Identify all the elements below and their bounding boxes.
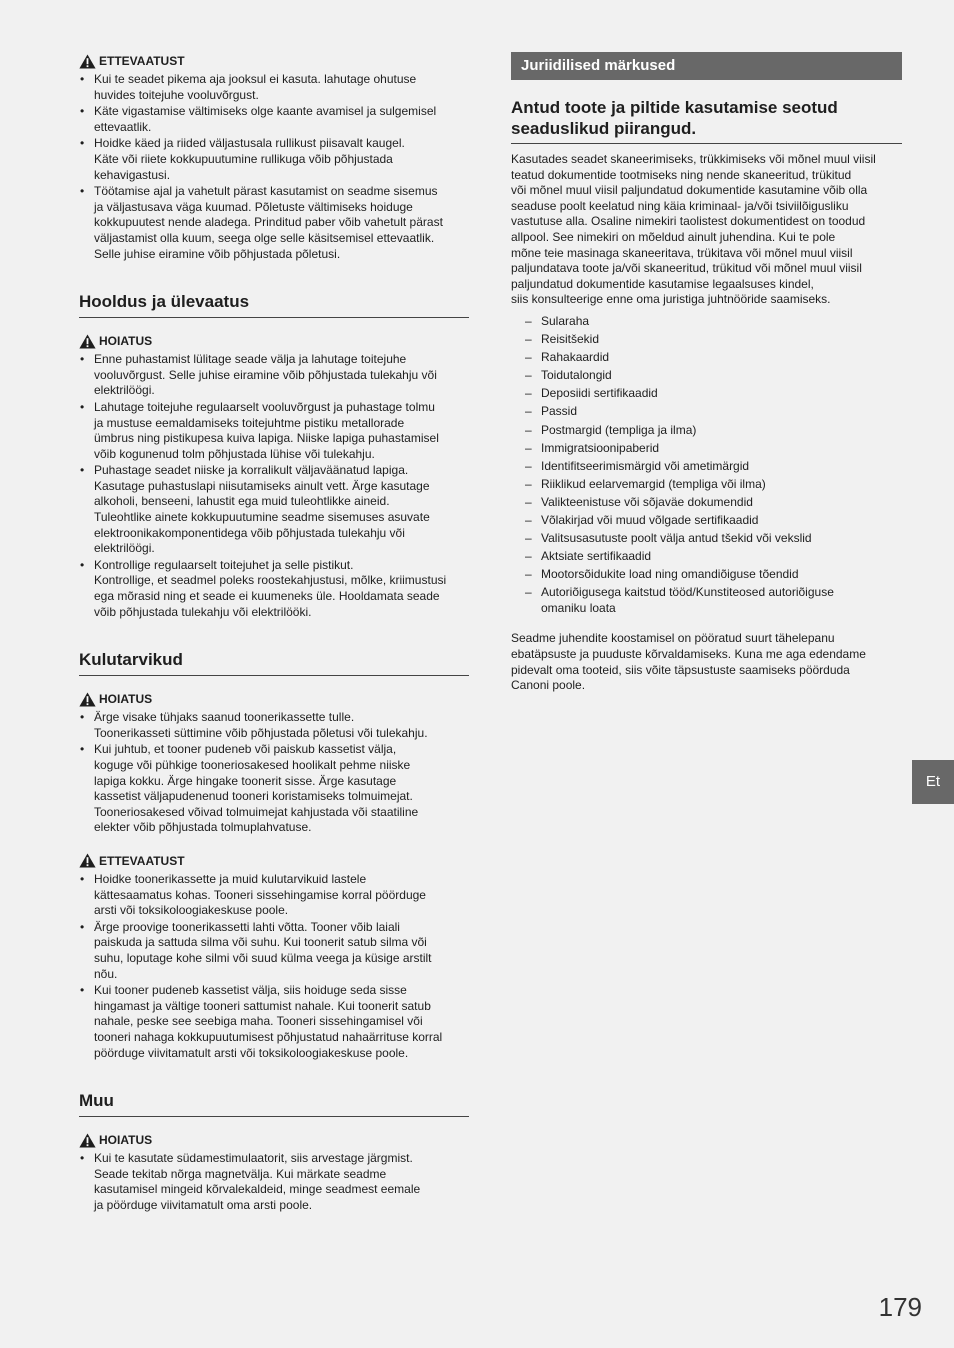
left-column [79,52,469,1214]
list-item [79,742,469,836]
list-item [79,104,469,135]
text-line: Antud toote ja piltide kasutamise seotud [511,98,838,117]
list-item [511,567,902,583]
text-line: elekter võib põhjustada tolmuplahvatuse. [94,820,312,835]
text-line: võib kogunenud tolm põhjustada lühise või tulekahju. [94,446,375,461]
warning-box [79,1131,469,1213]
text-line: suhu, loputage kohe silmi või suud külma veega ja küsige arstilt [94,950,432,965]
text-line: Canoni poole. [511,678,586,693]
text-line: Toonerikasseti süttimine võib põhjustada põletusi või tulekahju. [94,725,428,740]
text-line: – Toidutalongid [541,368,612,383]
warning-triangle-icon [79,334,96,349]
list-item [511,404,902,420]
text-line: • Kui juhtub, et tooner pudeneb või paiskub kassetist välja, [94,742,397,757]
text-line: • Käte vigastamise vältimiseks olge kaante avamisel ja sulgemisel [94,104,437,119]
text-line: elektrilöögi. [94,383,155,398]
list-item [511,531,902,547]
warning-list [79,872,469,1061]
document-list [511,314,902,616]
warning-box [79,852,469,1061]
list-item [79,352,469,399]
text-line: lapiga kokku. Ärge hingake toonerit sisse. Ärge kasutage [94,773,397,788]
text-line: • Puhastage seadet niiske ja korralikult väljaväänatud lapiga. [94,463,409,478]
legal-intro [511,152,902,308]
warning-list [79,352,469,620]
page-number: 179 [878,1292,922,1322]
warning-triangle-icon [79,692,96,707]
text-line: paljundatud dokumentide kasutamise legaalsuses kindel, [511,276,814,291]
text-line: kättesaamatus kohas. Tooneri sissehingamise korral pöörduge [94,887,426,902]
text-line: koguge või pühkige tooneriosakesed hoolikalt pehme niiske [94,758,411,772]
text-line: – Identifitseerimismärgid või ametimärgid [541,458,750,473]
section-heading: Hooldus ja ülevaatus [79,292,469,318]
section-hooldus [79,292,469,620]
text-line: omaniku loata [541,600,616,615]
text-line: • Lahutage toitejuhe regulaarselt vooluvõrgust ja puhastage tolmu [94,399,435,414]
language-tab[interactable]: Et [912,760,954,804]
list-item [511,477,902,493]
text-line: ebatäpsuste ja puuduste kõrvaldamiseks. Kuna me aga edendame [511,646,866,661]
top-warning [79,52,469,262]
text-line: huvides toitejuhe vooluvõrgust. [94,87,259,102]
warning-title: ETTEVAATUST [99,853,185,868]
text-line: – Rahakaardid [541,350,610,365]
list-item [511,332,902,348]
text-line: – Reisitšekid [541,332,600,347]
list-item [79,184,469,262]
text-line: elektroonikakomponentidega võib põhjustada tulekahju või [94,525,405,540]
warning-triangle-icon [79,1133,96,1148]
text-line: vooluvõrgust. Selle juhise eiramine võib põhjustada tulekahju või [94,367,437,382]
text-line: – Passid [541,404,578,419]
text-line: Käte või riiete kokkupuutumine rullikuga võib põhjustada [94,151,393,166]
text-line: võib põhjustada tulekahju või elektrilööki. [94,604,312,619]
text-line: Selle juhise eiramine võib põhjustada põletusi. [94,246,341,261]
text-line: • Hoidke käed ja riided väljastusala rullikust piisavalt kaugel. [94,136,405,151]
text-line: või mõnel muul viisil paljundatud dokumentide kasutamine võib olla [511,183,868,198]
list-item [79,872,469,919]
text-line: ja väljastusava väga kuumad. Põletuste vältimiseks hoiduge [94,199,413,214]
text-line: arsti või toksikoloogiakeskuse poole. [94,903,289,918]
list-item [511,423,902,439]
text-line: mõne teie masinaga skaneeritava, trükitava või mõnel muul viisil [511,245,853,260]
text-line: kassetist väljapudenenud tooneri koristamiseks tolmuimejat. [94,789,413,804]
text-line: teatud dokumentide tootmiseks ning nende skaneeritud, trükitud [511,167,852,182]
legal-heading [511,97,902,144]
text-line: seaduse poolt keelatud ning käia kriminaal- ja/või tsiviilõigusliku [511,198,849,213]
text-line: ja pöörduge viivitamatult oma arsti poole. [94,1197,313,1212]
list-item [511,459,902,475]
text-line: • Hoidke toonerikassette ja muid kulutarvikuid lastele [94,871,367,886]
list-item [79,920,469,982]
list-item [511,350,902,366]
list-item [79,72,469,103]
text-line: vastutuse alla. Osaline nimekiri taolistest dokumentidest on toodud [511,214,866,229]
text-line: ettevaatlik. [94,119,152,134]
text-line: – Autoriõigusega kaitstud tööd/Kunstiteosed autoriõiguse [541,585,834,600]
text-line: – Mootorsõidukite load ning omandiõiguse tõendid [541,567,799,582]
warning-list [79,710,469,836]
list-item [79,1151,469,1213]
text-line: ja mustuse eemaldamiseks toitejuhtme pistiku metallorade [94,415,405,430]
text-line: Kasutades seadet skaneerimiseks, trükkimiseks või mõnel muul viisil [511,152,876,166]
text-line: • Ärge visake tühjaks saanud toonerikassette tulle. [94,710,355,725]
text-line: elektrilöögi. [94,541,155,556]
text-line: – Võlakirjad või muud võlgade sertifikaadid [541,512,759,527]
text-line: Tuleohtlike ainete kokkupuutumine seadme sisemuses asuvate [94,510,430,525]
text-line: hingamast ja vältige tooneri sattumist nahale. Kui toonerit satub [94,998,431,1013]
text-line: allpool. See nimekiri on mõeldud ainult juhendina. Kui te pole [511,229,836,244]
warning-box [79,690,469,836]
list-item [79,983,469,1061]
text-line: • Kui te kasutate südamestimulaatorit, siis arvestage järgmist. [94,1151,413,1166]
text-line: Seadme juhendite koostamisel on pööratud suurt tähelepanu [511,631,835,646]
list-item [511,386,902,402]
text-line: • Enne puhastamist lülitage seade välja ja lahutage toitejuhe [94,352,407,367]
text-line: Seade tekitab nõrga magnetvälja. Kui märkate seadme [94,1166,387,1181]
text-line: – Riiklikud eelarvemargid (templiga või ilma) [541,476,766,491]
text-line: – Valitsusasutuste poolt välja antud tšekid või vekslid [541,531,812,546]
list-item [511,549,902,565]
text-line: ümbrus ning pistikupesa kuiva lapiga. Niiske lapiga puhastamisel [94,431,439,446]
text-line: • Ärge proovige toonerikassetti lahti võtta. Tooner võib laiali [94,919,400,934]
text-line: – Sularaha [541,313,590,328]
warning-list [79,72,469,262]
text-line: • Kui tooner pudeneb kassetist välja, siis hoiduge seda sisse [94,983,407,998]
legal-notices-bar: Juriidilised märkused [511,52,902,80]
text-line: paiskuda ja sattuda silma või suhu. Kui toonerit satub silma või [94,935,427,950]
text-line: – Immigratsioonipaberid [541,440,660,455]
text-line: Tooneriosakesed võivad tolmuimejat kahjustada või staatiline [94,804,419,819]
warning-title: HOIATUS [99,1133,153,1148]
text-line: kokkupuutest nende aladega. Prinditud paber võib vahetult pärast [94,215,443,230]
list-item [511,513,902,529]
warning-title: HOIATUS [99,692,153,707]
text-line: kasutamisel mingeid kõrvalekaldeid, minge seadmest eemale [94,1182,421,1197]
text-line: nõu. [94,966,118,981]
list-item [511,441,902,457]
section-muu [79,1091,469,1213]
text-line: siis konsulteerige enne oma juristiga juhtnööride saamiseks. [511,292,831,307]
section-heading: Muu [79,1091,469,1117]
warning-title: HOIATUS [99,334,153,349]
text-line: Kasutage puhastuslapi niisutamiseks ainult vett. Ärge kasutage [94,478,430,493]
text-line: nahale, peske see seebiga maha. Tooneri sissehingamisel või [94,1014,423,1029]
warning-triangle-icon [79,54,96,69]
section-heading: Kulutarvikud [79,650,469,676]
section-kulutarvikud [79,650,469,1061]
text-line: Kontrollige, et seadmel poleks roostekahjustusi, mõlke, kriimustusi [94,573,447,588]
list-item [79,400,469,462]
text-line: – Deposiidi sertifikaadid [541,386,658,401]
text-line: alkoholi, benseeni, lahustit ega muid tuleohtlikke aineid. [94,494,390,509]
list-item [511,495,902,511]
text-line: paljundatava toote ja/või skaneeritud, trükitud või mõnel muul viisil [511,261,862,276]
text-line: – Valikteenistuse või sõjaväe dokumendid [541,494,753,509]
text-line: • Töötamise ajal ja vahetult pärast kasutamist on seadme sisemus [94,184,438,199]
text-line: • Kontrollige regulaarselt toitejuhet ja selle pistikut. [94,557,354,572]
list-item [511,585,902,616]
warning-triangle-icon [79,853,96,868]
list-item [511,368,902,384]
warning-list [79,1151,469,1213]
text-line: ega mõrasid ning et seade ei kuumeneks üle. Hooldamata seade [94,589,440,604]
text-line: pidevalt oma tooteid, siis võite täpsustuste saamiseks pöörduda [511,662,850,677]
text-line: – Aktsiate sertifikaadid [541,549,652,564]
warning-title: ETTEVAATUST [99,54,185,68]
text-line: tooneri nahaga kokkupuutumisest põhjustatud nahaärrituse korral [94,1029,443,1044]
list-item [79,136,469,183]
warning-box [79,332,469,620]
text-line: väljastamist olla kuum, seega olge selle käsitsemisel ettevaatlik. [94,230,435,245]
list-item [79,463,469,557]
list-item [79,558,469,620]
text-line: pöörduge viivitamatult arsti või toksikoloogiakeskuse poole. [94,1045,409,1060]
text-line: • Kui te seadet pikema aja jooksul ei kasuta. lahutage ohutuse [94,72,417,86]
list-item [79,710,469,741]
list-item [511,314,902,330]
legal-closing [511,631,902,693]
text-line: – Postmargid (templiga ja ilma) [541,422,697,437]
right-column [511,52,902,694]
text-line: kehavigastusi. [94,167,171,182]
text-line: seaduslikud piirangud. [511,119,697,138]
